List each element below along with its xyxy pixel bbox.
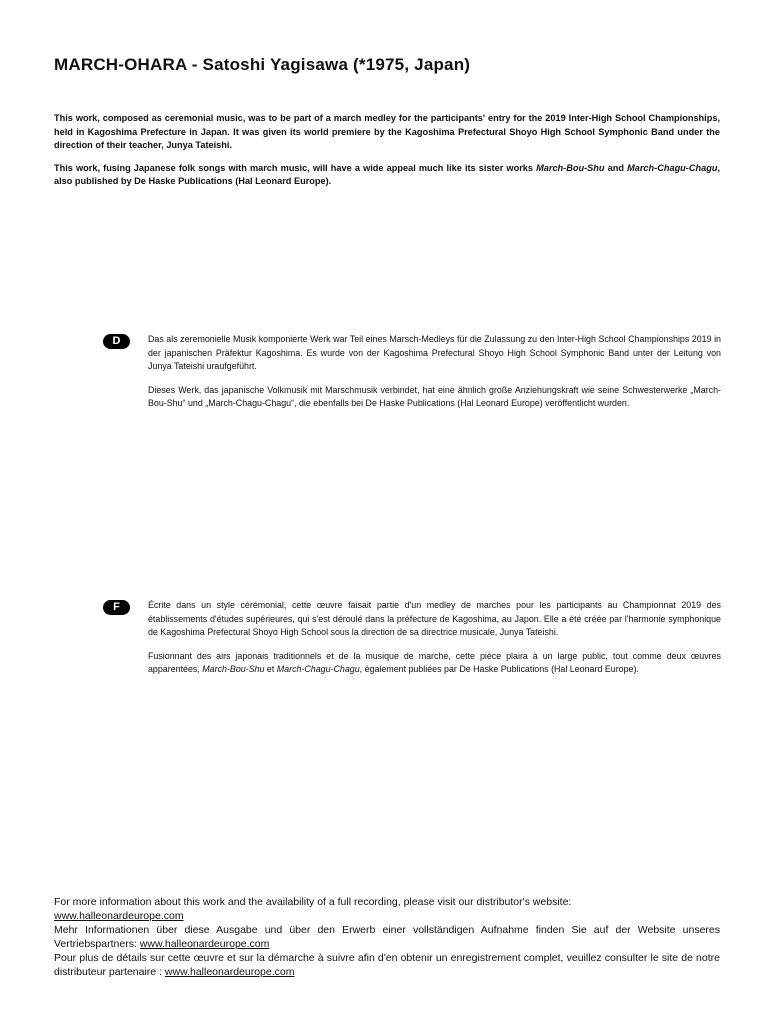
english-section [54, 112, 720, 198]
french-p2-after: , également publiées par De Haske Publications (Hal Leonard Europe). [359, 664, 639, 675]
footer [54, 895, 720, 979]
work-title-bou-shu: March-Bou-Shu [536, 162, 605, 173]
english-p2-and: and [604, 162, 628, 173]
french-paragraph-1: Écrite dans un style cérémonial, cette œuvre faisait partie d'un medley de marches pour les participants au Championnat 2019 des établissements d'études supérieures, qui s'est déroulé dans la préfecture de Kagoshima, au Japon. Elle a été créée par l'harmonie symphonique de Kagoshima Prefectural Shoyo High School sous la direction de sa directrice musicale, Junya Tateishi. [148, 600, 721, 638]
footer-en-link[interactable]: www.halleonardeurope.com [54, 910, 184, 922]
english-p2-text: This work, fusing Japanese folk songs with march music, will have a wide appeal much like its sister works [54, 162, 537, 173]
page-title: MARCH-OHARA - Satoshi Yagisawa (*1975, Japan) [54, 55, 471, 74]
footer-de-link[interactable]: www.halleonardeurope.com [139, 938, 270, 950]
english-paragraph-2 [54, 162, 720, 189]
work-title-bou-shu-fr: March-Bou-Shu [202, 664, 265, 675]
footer-fr-text: Pour plus de détails sur cette œuvre et sur la démarche à suivre afin d'en obtenir un enregistrement complet, veuillez consulter le site de notre distributeur partenaire : [54, 952, 720, 978]
footer-en-text: For more information about this work and the availability of a full recording, please visit our distributor's website: [54, 896, 572, 908]
footer-fr-link[interactable]: www.halleonardeurope.com [164, 966, 295, 978]
french-paragraph-2 [148, 650, 721, 677]
german-paragraph-1: Das als zeremonielle Musik komponierte Werk war Teil eines Marsch-Medleys für die Zulassung zu den Inter-High School Championships 2019 in der japanischen Präfektur Kagoshima. Es wurde von der Kagoshima Prefectural Shoyo High School Symphonic Band unter der Leitung von Junya Tateishi uraufgeführt. [148, 334, 721, 372]
work-title-chagu-chagu: March-Chagu-Chagu [627, 162, 718, 173]
french-p2-text: Fusionnant des airs japonais traditionnels et de la musique de marche, cette pièce plaira à un large public, tout comme deux œuvres apparentées, [148, 650, 721, 675]
german-paragraph-2: Dieses Werk, das japanische Volkmusik mit Marschmusik verbindet, hat eine ähnlich große Anziehungskraft wie seine Schwesterwerke „March-Bou-Shu“ und „March-Chagu-Chagu“, die ebenfalls bei De Haske Publications (Hal Leonard Europe) veröffentlicht wurden. [148, 384, 721, 409]
german-text [148, 333, 721, 421]
french-p2-and: et [264, 664, 277, 675]
work-title-chagu-chagu-fr: March-Chagu-Chagu [276, 664, 360, 675]
french-text [148, 599, 721, 687]
footer-de-text: Mehr Informationen über diese Ausgabe und über den Erwerb einer vollständigen Aufnahme finden Sie auf der Website unseres Vertriebspartners: [54, 924, 720, 950]
english-paragraph-1: This work, composed as ceremonial music, was to be part of a march medley for the participants' entry for the 2019 Inter-High School Championships, held in Kagoshima Prefecture in Japan. It was given its world premiere by the Kagoshima Prefectural Shoyo High School Symphonic Band under the direction of their teacher, Junya Tateishi. [54, 113, 720, 151]
language-badge-de: D [103, 334, 130, 349]
english-p2-after: , also published by De Haske Publications (Hal Leonard Europe). [54, 162, 720, 187]
language-badge-fr: F [103, 600, 130, 615]
